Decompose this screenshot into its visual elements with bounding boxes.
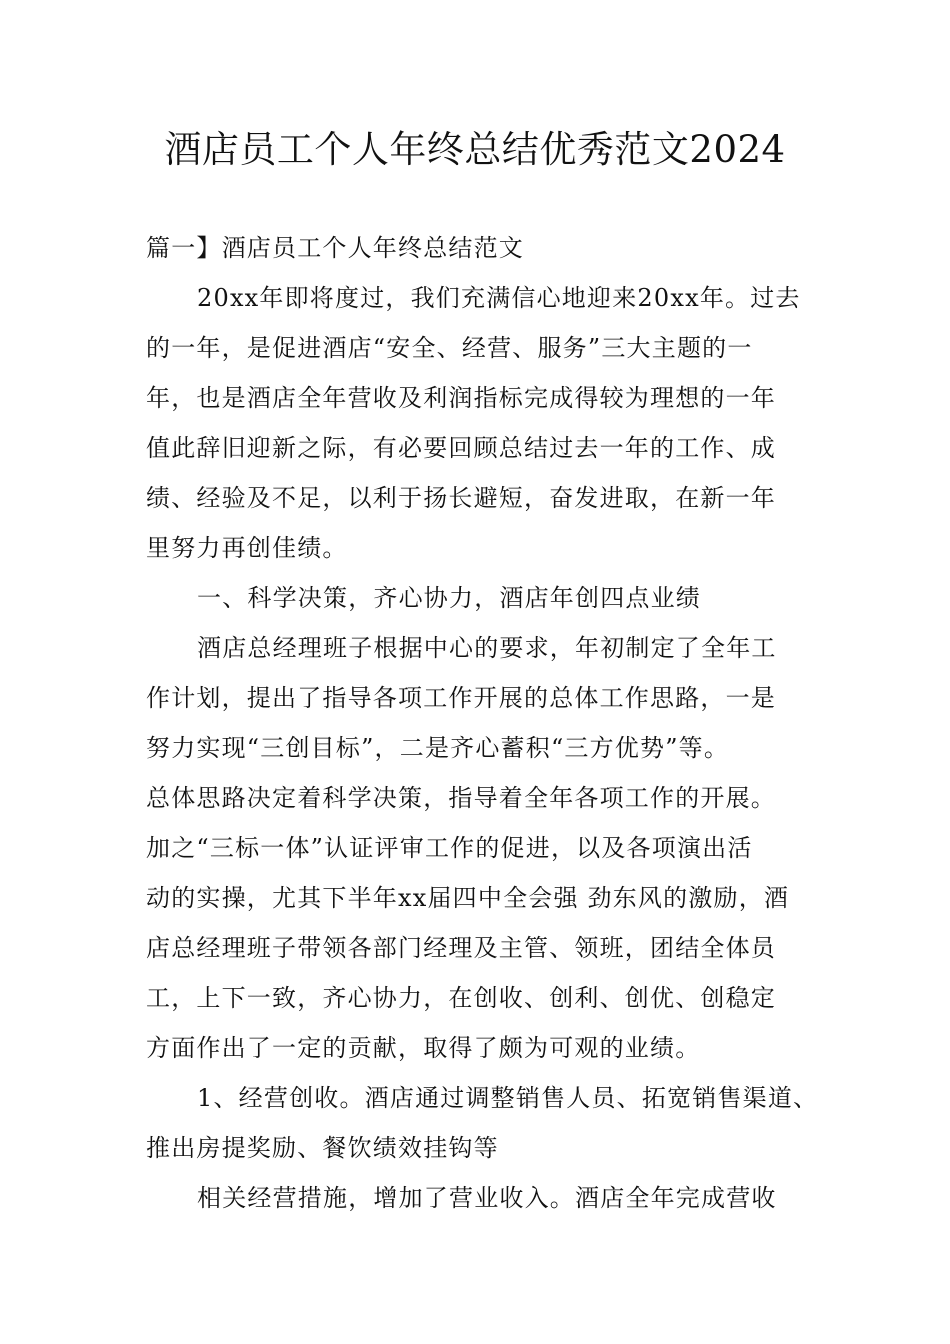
paragraph-line: 努力实现“三创目标”，二是齐心蓄积“三方优势”等。	[146, 734, 730, 762]
section-heading: 篇一】酒店员工个人年终总结范文	[146, 234, 524, 262]
paragraph-line: 推出房提奖励、餐饮绩效挂钩等	[146, 1134, 499, 1162]
document-title: 酒店员工个人年终总结优秀范文2024	[164, 128, 786, 171]
paragraph-line: 的一年，是促进酒店“安全、经营、服务”三大主题的一	[146, 334, 753, 362]
paragraph-line: 酒店总经理班子根据中心的要求，年初制定了全年工	[197, 634, 777, 662]
paragraph-line: 加之“三标一体”认证评审工作的促进，以及各项演出活	[146, 834, 753, 862]
subsection-heading: 一、科学决策，齐心协力，酒店年创四点业绩	[197, 584, 701, 612]
paragraph-line: 1、经营创收。酒店通过调整销售人员、拓宽销售渠道、	[197, 1084, 819, 1112]
paragraph-line: 相关经营措施，增加了营业收入。酒店全年完成营收	[197, 1184, 777, 1212]
paragraph-line: 作计划，提出了指导各项工作开展的总体工作思路，一是	[146, 684, 776, 712]
paragraph-line: 年，也是酒店全年营收及利润指标完成得较为理想的一年	[146, 384, 776, 412]
paragraph-line: 绩、经验及不足，以利于扬长避短，奋发进取，在新一年	[146, 484, 776, 512]
paragraph-line: 20xx年即将度过，我们充满信心地迎来20xx年。过去	[197, 284, 801, 312]
paragraph-line: 店总经理班子带领各部门经理及主管、领班，团结全体员	[146, 934, 776, 962]
paragraph-line: 值此辞旧迎新之际，有必要回顾总结过去一年的工作、成	[146, 434, 776, 462]
paragraph-line: 工，上下一致，齐心协力，在创收、创利、创优、创稳定	[146, 984, 776, 1012]
paragraph-line: 方面作出了一定的贡献，取得了颇为可观的业绩。	[146, 1034, 701, 1062]
paragraph-line: 里努力再创佳绩。	[146, 534, 348, 562]
paragraph-line: 动的实操，尤其下半年xx届四中全会强 劲东风的激励，酒	[146, 884, 790, 912]
paragraph-line: 总体思路决定着科学决策，指导着全年各项工作的开展。	[146, 784, 776, 812]
